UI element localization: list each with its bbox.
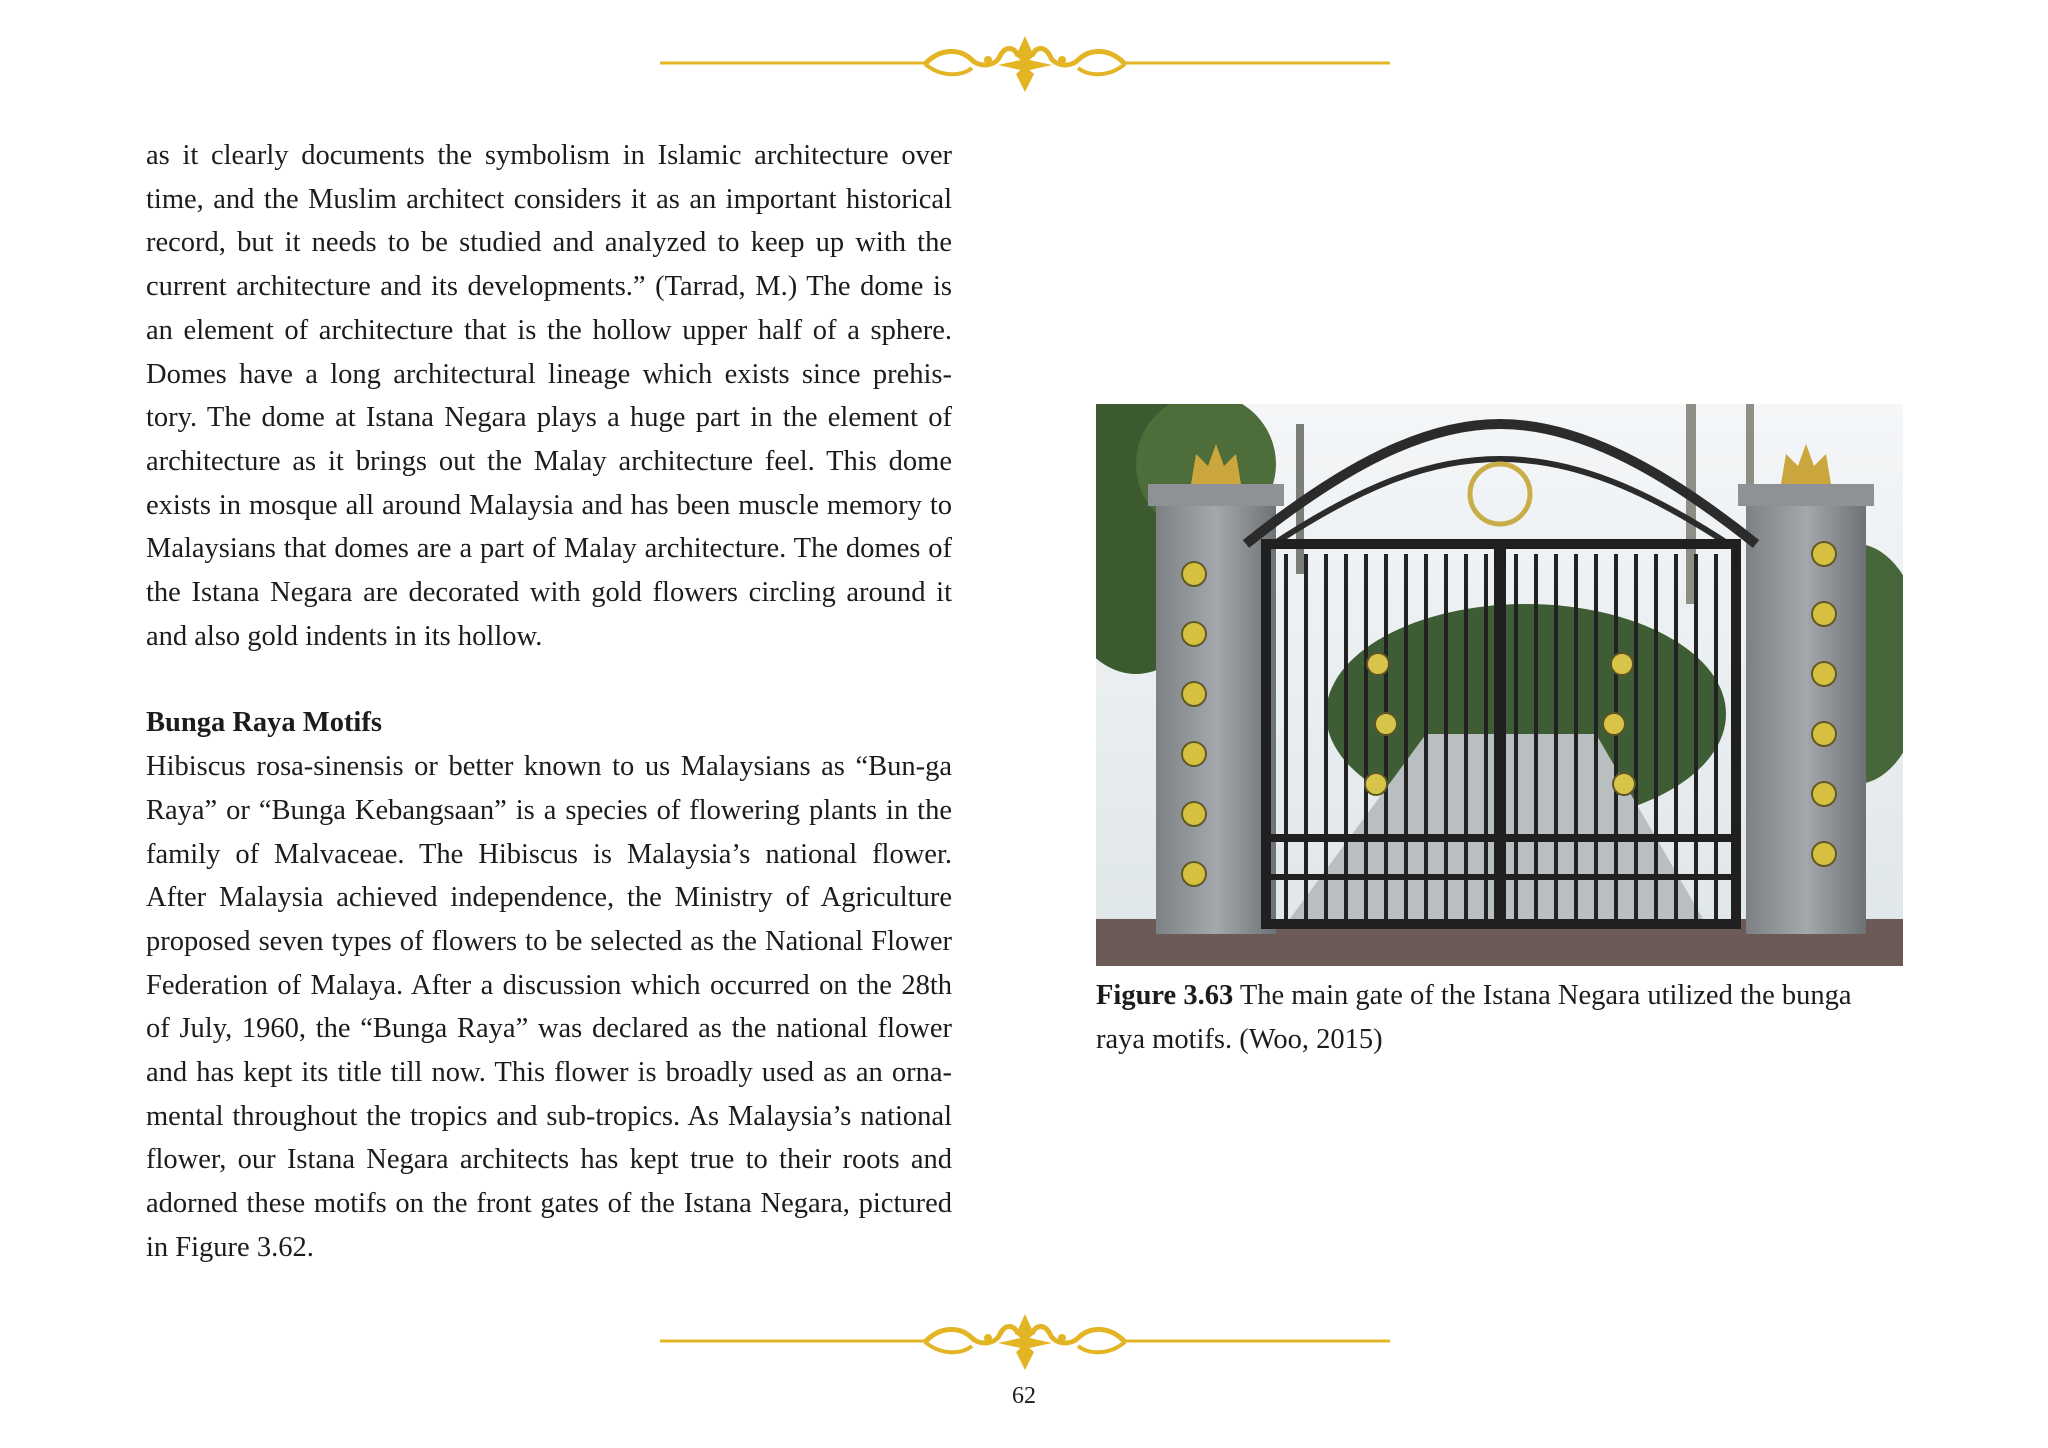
flourish-icon: [660, 1314, 1390, 1370]
section-heading: Bunga Raya Motifs: [146, 707, 382, 739]
figure-label: Figure 3.63: [1096, 980, 1234, 1011]
main-text-column: [146, 134, 952, 1270]
bottom-ornament-divider: [660, 1312, 1390, 1382]
gate-photo: [1096, 404, 1903, 966]
flourish-icon: [660, 36, 1390, 92]
page-number: 62: [1012, 1383, 1036, 1409]
body-paragraph: as it clearly documents the symbolism in Islamic architecture over time, and the Muslim architect considers it as an important historical record, but it needs to be studied and analyzed to keep up with the current architecture and its developments.” (Tarrad, M.) The dome is an element of architecture that is the hollow upper half of a sphere. Domes have a long architectural lineage which exists since prehis-tory. The dome at Istana Negara plays a huge part in the element of architecture as it brings out the Malay architecture feel. This dome exists in mosque all around Malaysia and has been muscle memory to Malaysians that domes are a part of Malay architecture. The domes of the Istana Negara are decorated with gold flowers circling around it and also gold indents in its hollow.: [146, 140, 952, 652]
figure-caption-text: The main gate of the Istana Negara utilized the bunga raya motifs. (Woo, 2015): [1096, 980, 1852, 1055]
top-ornament-divider: [660, 34, 1390, 104]
body-paragraph: Hibiscus rosa-sinensis or better known to us Malaysians as “Bun-ga Raya” or “Bunga Kebangsaan” is a species of flowering plants in the family of Malvaceae. The Hibiscus is Malaysia’s national flower. After Malaysia achieved independence, the Ministry of Agriculture proposed seven types of flowers to be selected as the National Flower Federation of Malaya. After a discussion which occurred on the 28th of July, 1960, the “Bunga Raya” was declared as the national flower and has kept its title till now. This flower is broadly used as an orna-mental throughout the tropics and sub-tropics. As Malaysia’s national flower, our Istana Negara architects has kept true to their roots and adorned these motifs on the front gates of the Istana Negara, pictured in Figure 3.62.: [146, 751, 952, 1263]
figure: [1096, 404, 1903, 1061]
figure-caption: [1096, 974, 1903, 1061]
